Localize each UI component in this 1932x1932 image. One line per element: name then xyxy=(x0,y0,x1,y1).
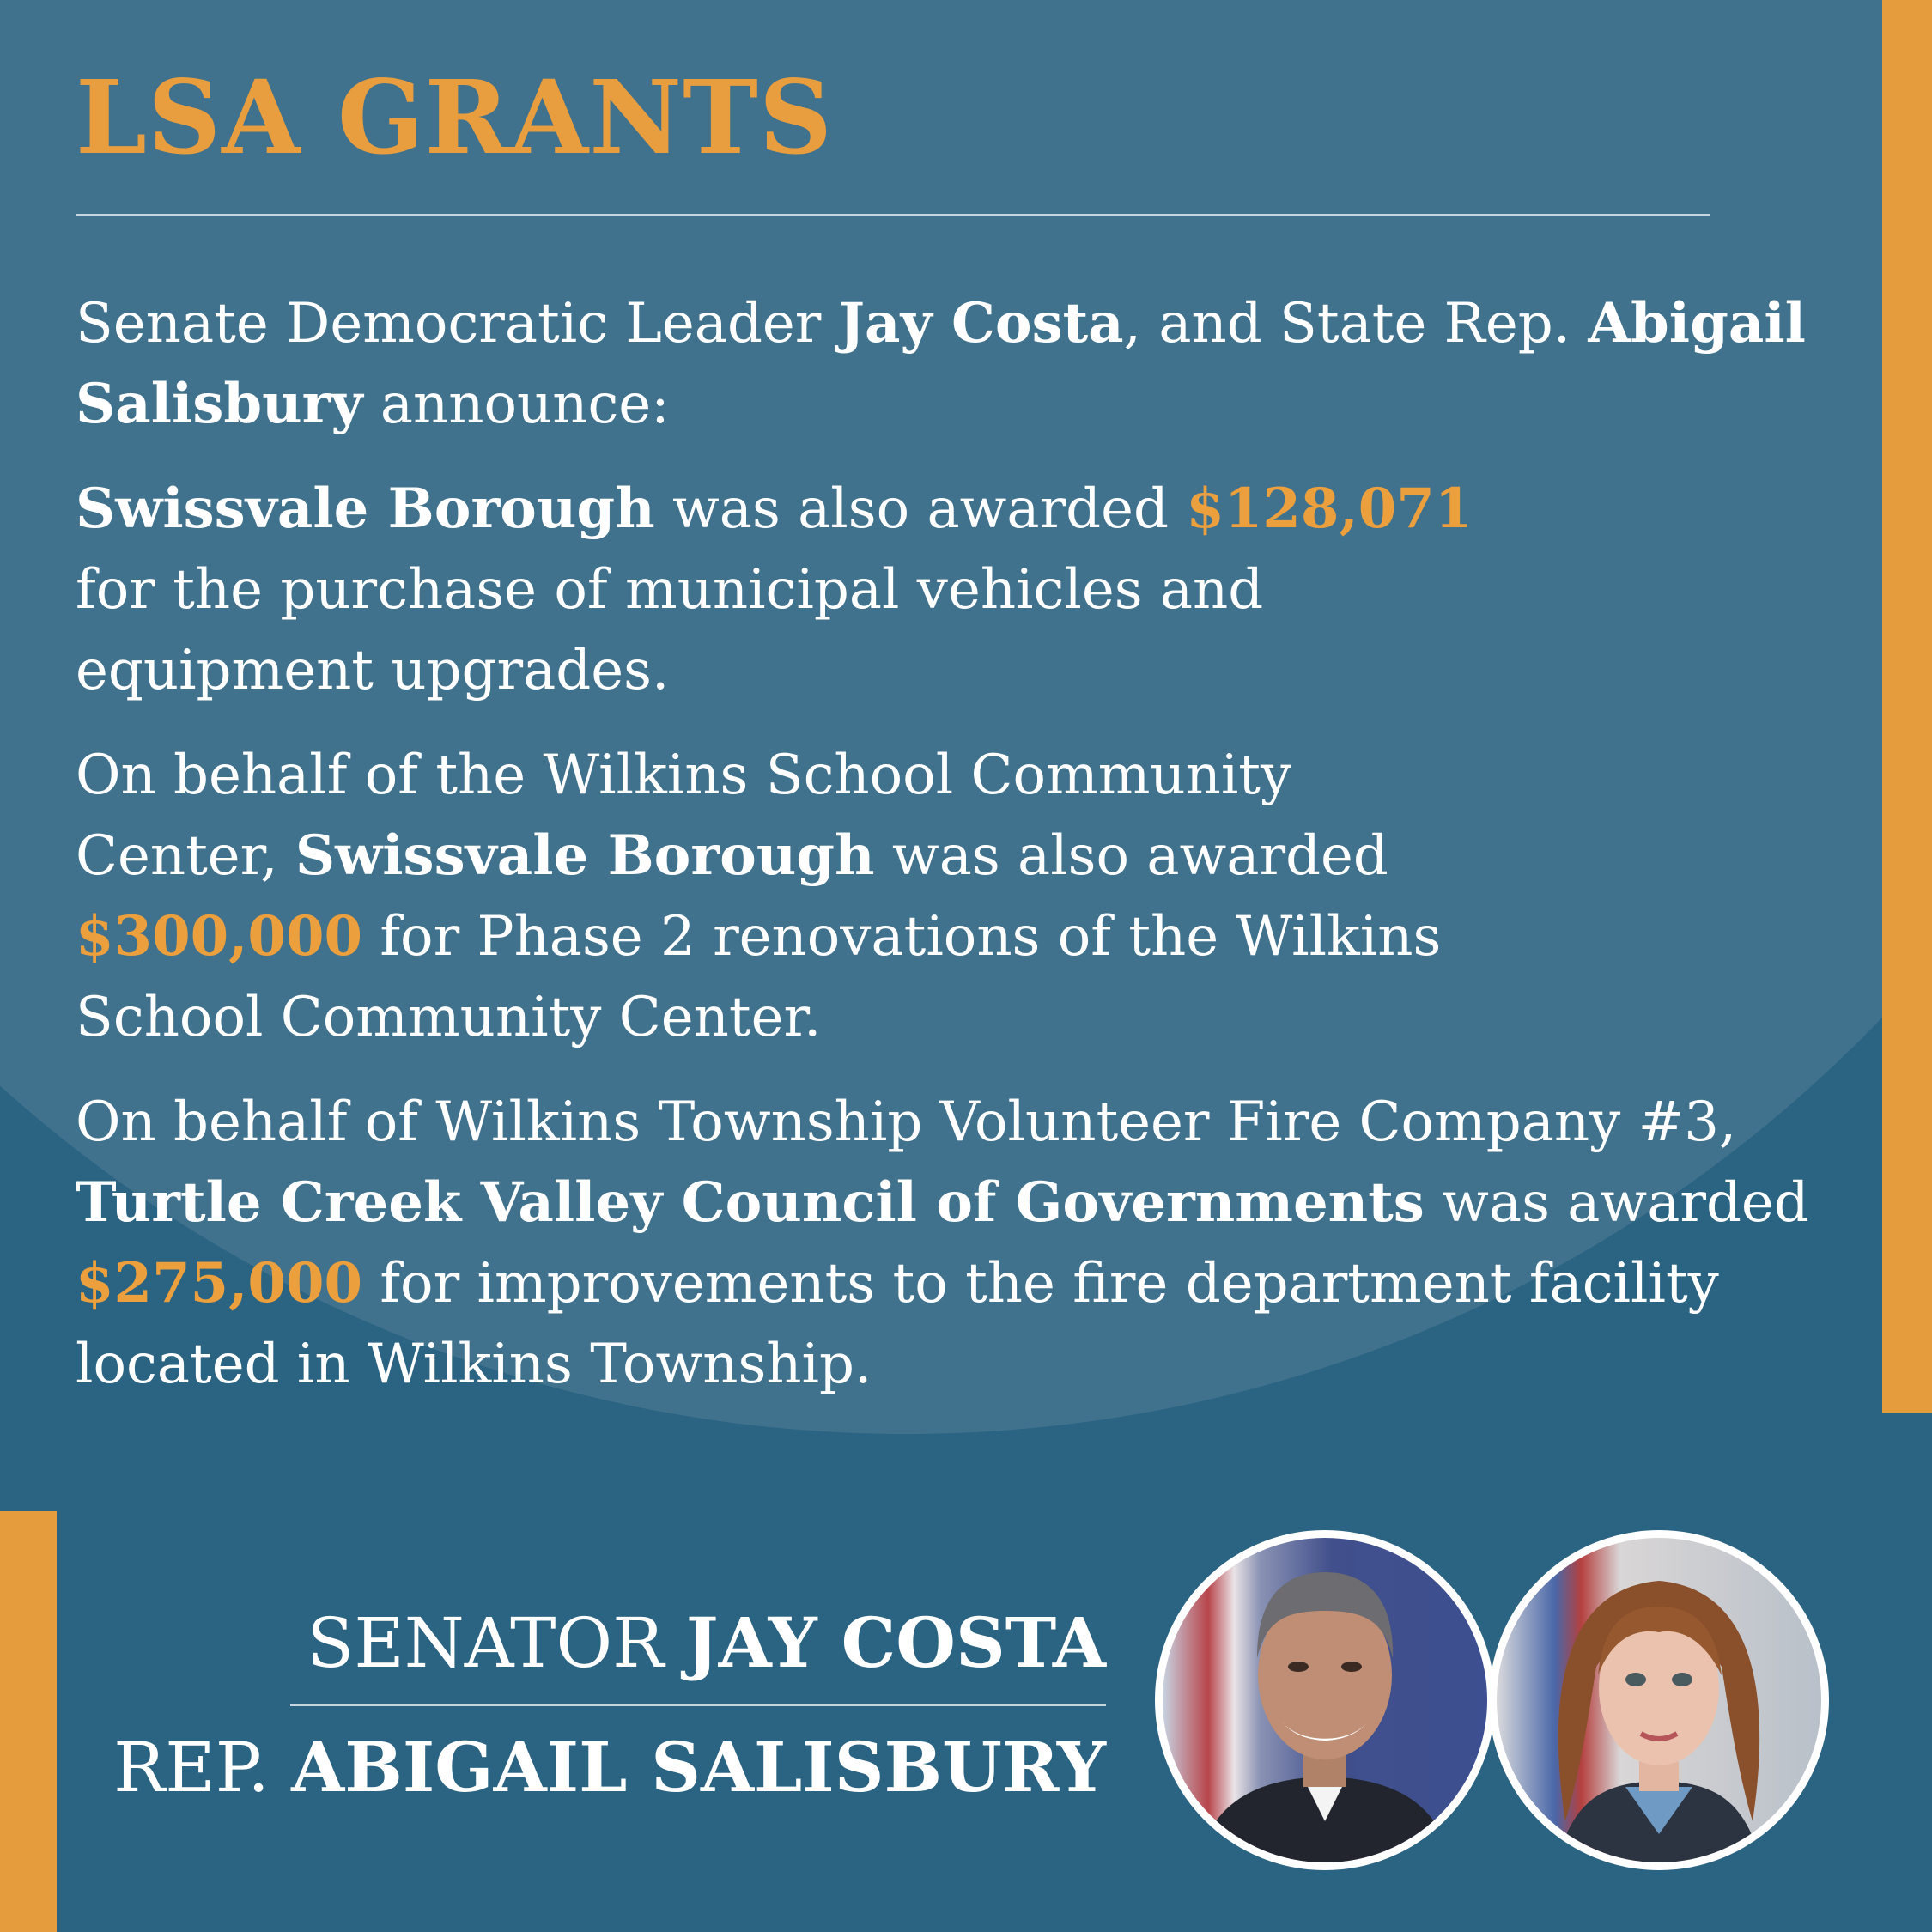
page-title: LSA GRANTS xyxy=(76,58,834,177)
grant-paragraph-3 xyxy=(76,1082,1810,1405)
intro-text-1: Senate Democratic Leader xyxy=(76,292,839,355)
grant-prefix: On behalf of the Wilkins School Community Center, xyxy=(76,744,1292,888)
rep-title: REP. xyxy=(113,1728,292,1807)
senator-portrait-illustration xyxy=(1163,1538,1487,1862)
grant-awarded-text: was also awarded xyxy=(874,824,1388,888)
grant-amount: $300,000 xyxy=(76,904,362,969)
senator-name: JAY COSTA xyxy=(685,1602,1106,1683)
grant-purpose: for Phase 2 renovations of the Wilkins School Community Center. xyxy=(76,905,1442,1049)
grant-amount: $128,071 xyxy=(1186,477,1473,541)
grant-prefix: On behalf of Wilkins Township Volunteer Fire Company #3, xyxy=(76,1091,1737,1154)
legislator-names xyxy=(113,1595,1106,1815)
grant-purpose: for the purchase of municipal vehicles and equipment upgrades. xyxy=(76,558,1264,702)
intro-text-3: announce: xyxy=(362,373,670,436)
grant-awarded-text: was also awarded xyxy=(654,477,1187,541)
representative-portrait-illustration xyxy=(1497,1538,1821,1862)
representative-portrait xyxy=(1489,1530,1829,1870)
announcement-body xyxy=(76,283,1810,1429)
grant-paragraph-1 xyxy=(76,469,1492,711)
senator-title: SENATOR xyxy=(307,1603,686,1683)
intro-paragraph xyxy=(76,283,1810,445)
accent-bar-left xyxy=(0,1511,57,1932)
grant-recipient: Swissvale Borough xyxy=(76,477,655,541)
names-divider xyxy=(290,1704,1106,1706)
senator-portrait xyxy=(1155,1530,1495,1870)
intro-text-2: , and State Rep. xyxy=(1123,292,1589,355)
grant-recipient: Swissvale Borough xyxy=(295,823,875,888)
grant-paragraph-2 xyxy=(76,735,1492,1058)
accent-bar-right xyxy=(1882,0,1932,1413)
senator-line xyxy=(113,1595,1106,1691)
rep-line xyxy=(113,1720,1106,1815)
rep-name: ABIGAIL SALISBURY xyxy=(291,1727,1106,1807)
grant-recipient: Turtle Creek Valley Council of Governments xyxy=(76,1170,1425,1235)
intro-name-rep: Abigail Salisbury xyxy=(76,291,1806,436)
grant-purpose: for improvements to the fire department facility located in Wilkins Township. xyxy=(76,1252,1719,1396)
intro-name-senator: Jay Costa xyxy=(838,291,1124,355)
grant-amount: $275,000 xyxy=(76,1251,362,1315)
grant-awarded-text: was awarded xyxy=(1424,1171,1809,1235)
title-divider xyxy=(76,214,1710,216)
